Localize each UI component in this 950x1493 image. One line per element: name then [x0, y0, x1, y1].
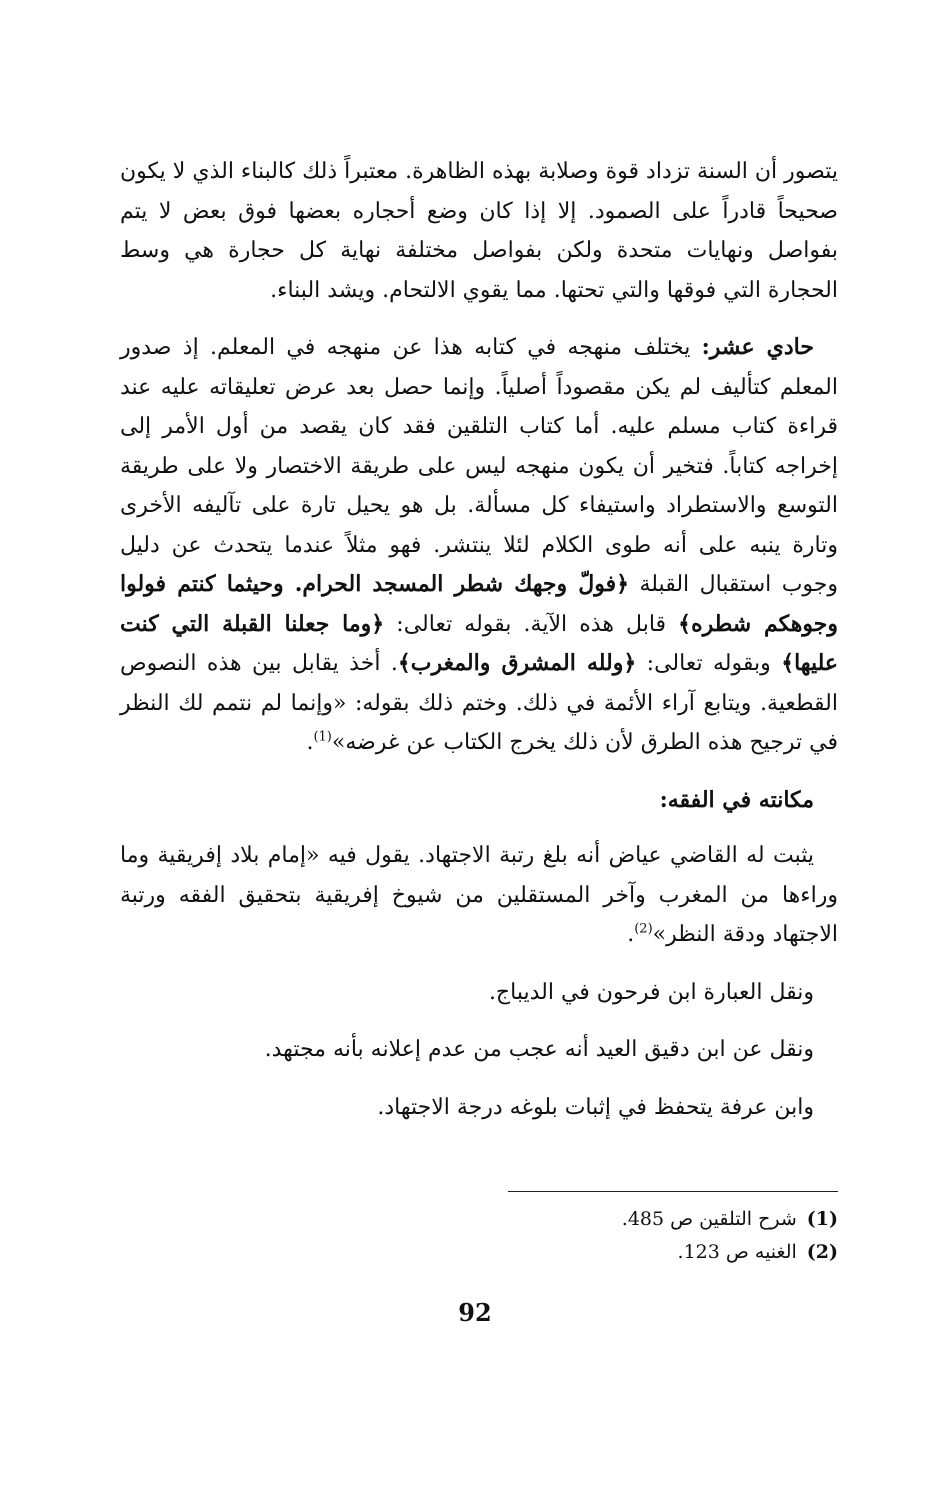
- paragraph-text-segment: .: [306, 730, 314, 755]
- quran-verse: ﴿وما جعلنا القبلة التي كنت عليها﴾: [120, 610, 838, 676]
- footnote-divider: [508, 1191, 838, 1192]
- footnote-reference: (2): [634, 921, 653, 937]
- paragraph-text-segment: يثبت له القاضي عياض أنه بلغ رتبة الاجتهاد. يقول فيه «إمام بلاد إفريقية وما وراءها من المغرب وآخر المستقلين من شيوخ إفريقية بتحقيق الفقه ورتبة الاجتهاد ودقة النظر»: [120, 843, 838, 947]
- paragraph-line: ونقل العبارة ابن فرحون في الديباج.: [488, 979, 814, 1005]
- footnote: [120, 1203, 838, 1236]
- paragraph-text-segment: يختلف منهجه في كتابه هذا عن منهجه في المعلم. إذ صدور المعلم كتأليف لم يكن مقصوداً أصلياً. وإنما حصل بعد عرض تعليقاته عليه عند قراءة كتاب مسلم عليه. أما كتاب التلقين فقد كان يقصد من أول الأمر إلى إخراجه كتاباً. فتخير أن يكون منهجه ليس على طريقة الاختصار ولا على طريقة التوسع والاستطراد واستيفاء كل مسألة. بل هو يحيل تارة على تآليفه الأخرى وتارة ينبه على أنه طوى الكلام لئلا ينتشر. فهو مثلاً عندما يتحدث عن دليل وجوب استقبال القبلة: [120, 335, 838, 597]
- footnotes: [120, 1203, 838, 1269]
- section-heading: مكانته في الفقه:: [659, 786, 814, 813]
- quran-verse: ﴿فولّ وجهك شطر المسجد الحرام. وحيثما كنتم فولوا وجوهكم شطره﴾: [120, 571, 838, 637]
- paragraph-line: وابن عرفة يتحفظ في إثبات بلوغه درجة الاجتهاد.: [377, 1094, 814, 1120]
- paragraph-text-segment: قابل هذه الآية. بقوله تعالى:: [384, 611, 679, 637]
- footnote-reference: (1): [313, 729, 332, 745]
- quran-verse: ﴿ولله المشرق والمغرب﴾: [397, 650, 637, 676]
- footnote-text: شرح التلقين ص 485.: [621, 1208, 797, 1230]
- footnote-number: (1): [806, 1208, 838, 1230]
- paragraph-eleventh-point: [120, 328, 838, 763]
- paragraph-text-segment: . أخذ يقابل بين هذه النصوص القطعية. ويتابع آراء الأئمة في ذلك. وختم ذلك بقوله: «وإنما لم نتمم لك النظر في ترجيح هذه الطرق لأن ذلك يخرج الكتاب عن غرضه»: [120, 651, 838, 755]
- paragraph-line: ونقل عن ابن دقيق العيد أنه عجب من عدم إعلانه بأنه مجتهد.: [264, 1037, 814, 1062]
- paragraph-text-segment: .: [627, 922, 635, 947]
- footnote-text: الغنيه ص 123.: [677, 1241, 797, 1263]
- footnote-number: (2): [806, 1241, 838, 1263]
- section-lead: حادي عشر:: [701, 334, 814, 360]
- main-text: [120, 152, 838, 1127]
- footnote: [120, 1236, 838, 1269]
- paragraph-continuation: يتصور أن السنة تزداد قوة وصلابة بهذه الظاهرة. معتبراً ذلك كالبناء الذي لا يكون صحيحاً قادراً على الصمود. إلا إذا كان وضع أحجاره بعضها فوق بعض لا يتم بفواصل ونهايات متحدة ولكن بفواصل مختلفة نهاية كل حجارة هي وسط الحجارة التي فوقها والتي تحتها. مما يقوي الالتحام. ويشد البناء.: [120, 159, 838, 303]
- page-number: 92: [458, 1298, 492, 1327]
- paragraph-text-segment: وبقوله تعالى:: [636, 651, 782, 676]
- paragraph-status: [120, 836, 838, 955]
